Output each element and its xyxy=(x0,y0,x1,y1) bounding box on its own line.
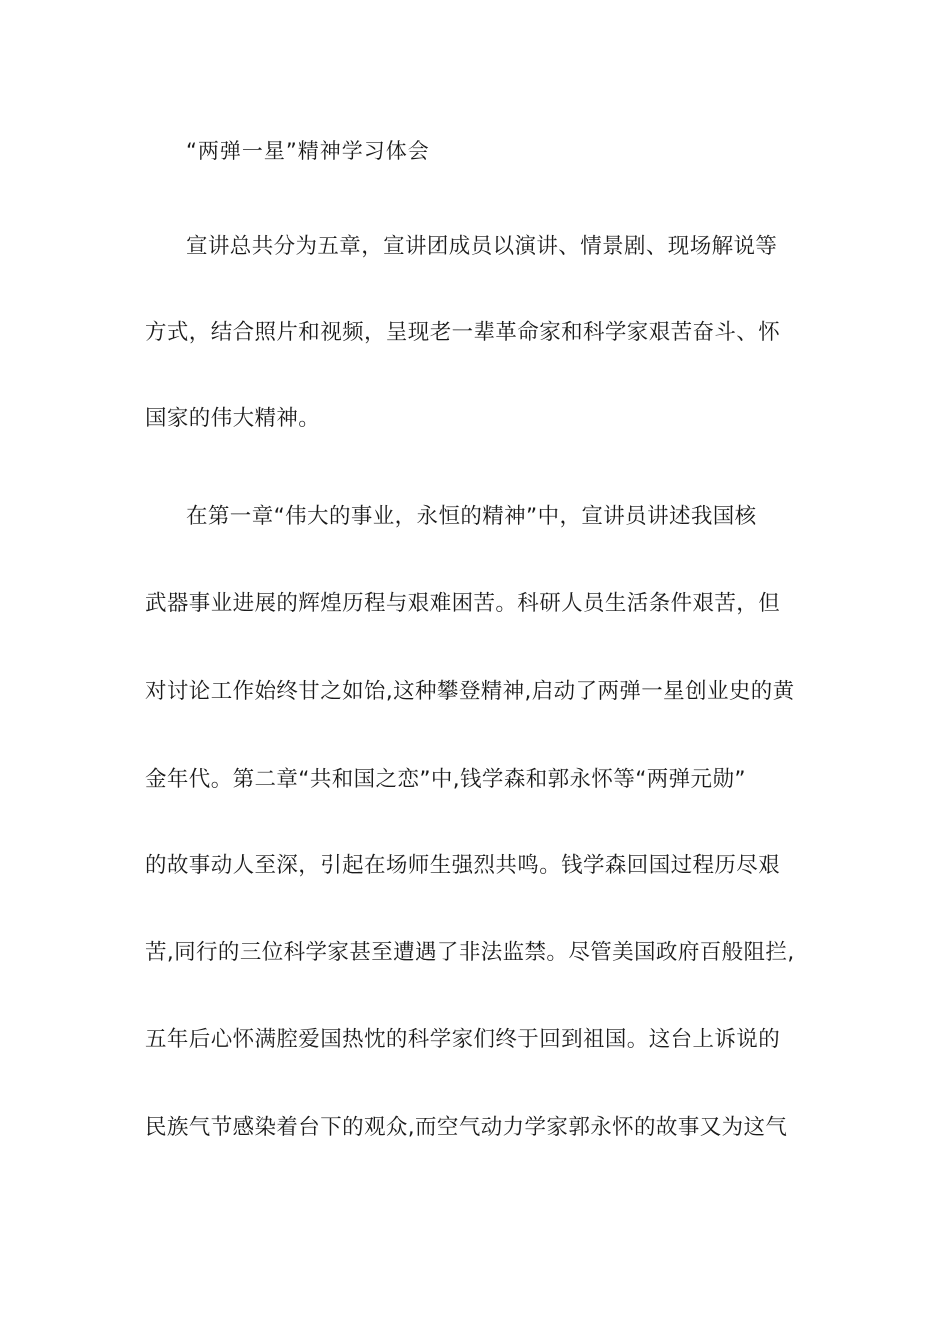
paragraph-2-line-2: 武器事业进展的辉煌历程与艰难困苦。科研人员生活条件艰苦，但 xyxy=(145,591,781,616)
paragraph-2-line-4: 金年代。第二章“共和国之恋”中,钱学森和郭永怀等“两弹元勋” xyxy=(145,767,746,792)
paragraph-2-line-7: 五年后心怀满腔爱国热忱的科学家们终于回到祖国。这台上诉说的 xyxy=(145,1027,781,1052)
paragraph-1-line-1: 宣讲总共分为五章，宣讲团成员以演讲、情景剧、现场解说等 xyxy=(186,234,778,259)
paragraph-2-line-8: 民族气节感染着台下的观众,而空气动力学家郭永怀的故事又为这气 xyxy=(145,1115,788,1140)
paragraph-2-line-5: 的故事动人至深，引起在场师生强烈共鸣。钱学森回国过程历尽艰 xyxy=(145,853,781,878)
paragraph-1-line-3: 国家的伟大精神。 xyxy=(145,406,321,431)
paragraph-1-line-2: 方式，结合照片和视频，呈现老一辈革命家和科学家艰苦奋斗、怀 xyxy=(145,320,781,345)
paragraph-2-line-3: 对讨论工作始终甘之如饴,这种攀登精神,启动了两弹一星创业史的黄 xyxy=(145,679,795,704)
document-title: “两弹一星”精神学习体会 xyxy=(186,139,430,163)
paragraph-2-line-6: 苦,同行的三位科学家甚至遭遇了非法监禁。尽管美国政府百般阻拦, xyxy=(145,940,795,965)
paragraph-2-line-1: 在第一章“伟大的事业，永恒的精神”中，宣讲员讲述我国核 xyxy=(186,504,757,529)
